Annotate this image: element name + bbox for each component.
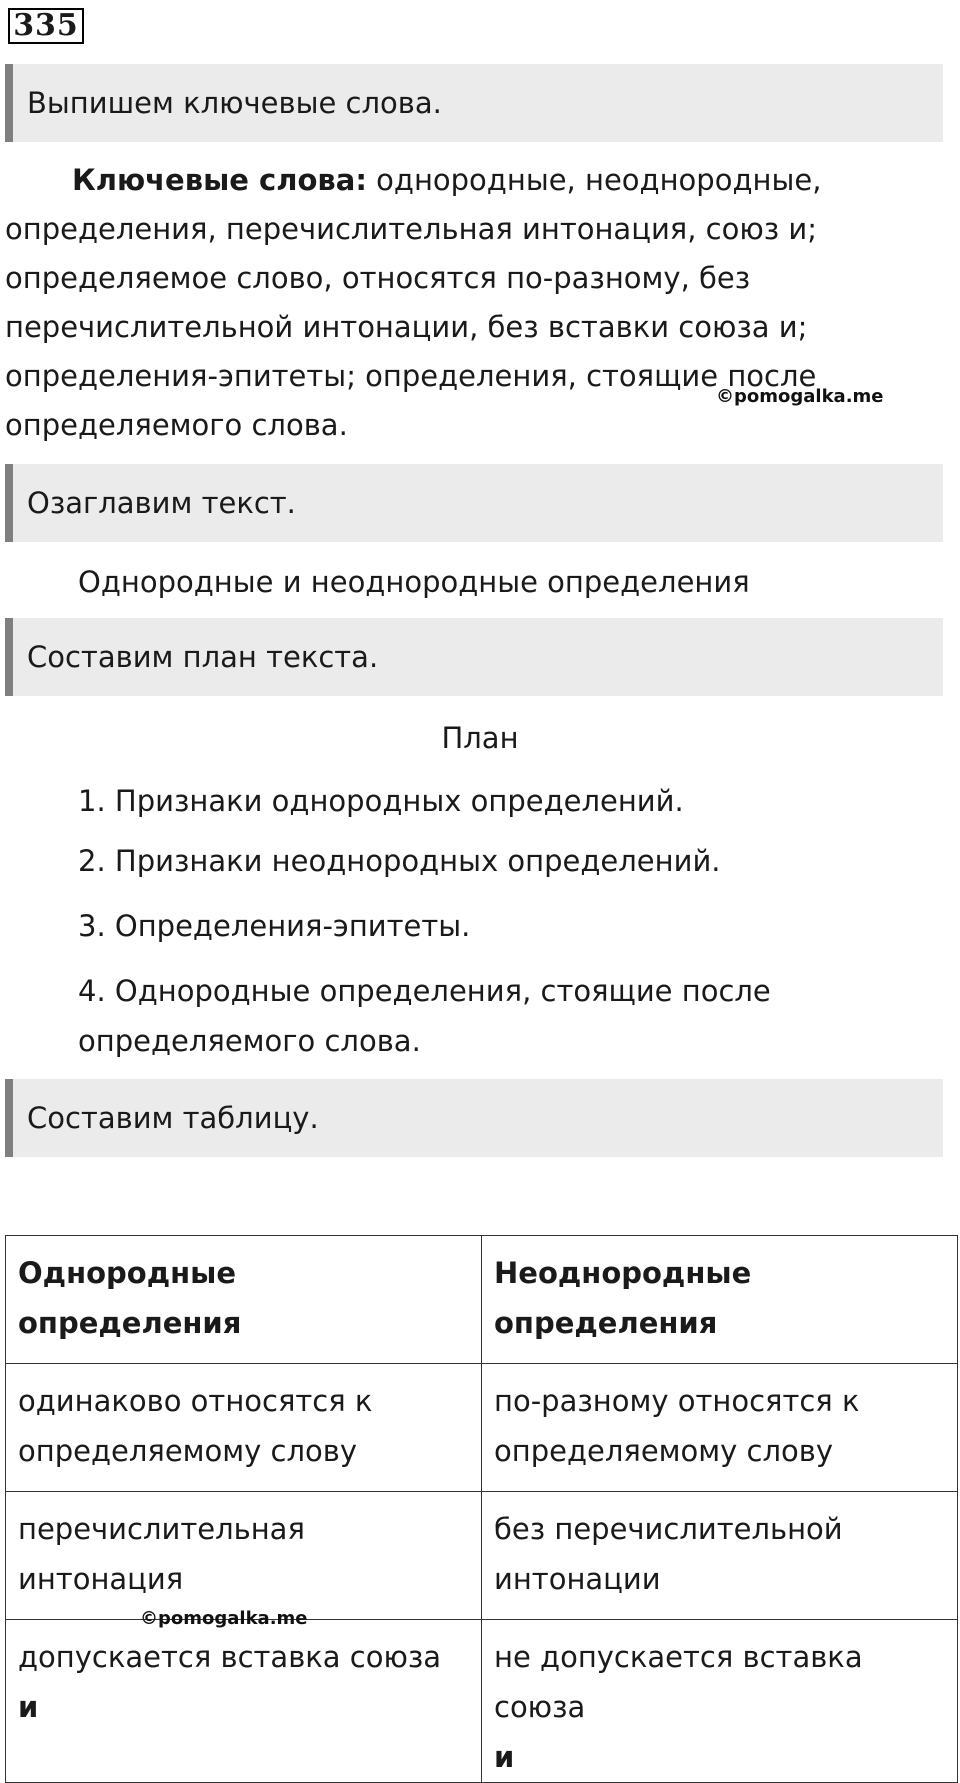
- section-heading-table: Составим таблицу.: [5, 1079, 943, 1157]
- table-header-row: [6, 1236, 958, 1364]
- table-cell: без перечислительной интонации: [482, 1492, 958, 1620]
- table-row: [6, 1364, 958, 1492]
- keywords-line-1: [5, 156, 885, 205]
- table-cell: [482, 1620, 958, 1783]
- table-row: [6, 1620, 958, 1783]
- table-cell: перечислительная интонация: [6, 1492, 482, 1620]
- table-header-heterogeneous: Неоднородные определения: [482, 1236, 958, 1364]
- table-cell: [6, 1620, 482, 1783]
- plan-item-2: 2. Признаки неоднородных определений.: [78, 844, 721, 878]
- plan-item-4-continued: определяемого слова.: [78, 1024, 421, 1058]
- watermark-table: ©pomogalka.me: [140, 1608, 308, 1629]
- cell-bold-conjunction: и: [18, 1690, 39, 1724]
- section-heading-keywords: Выпишем ключевые слова.: [5, 64, 943, 142]
- text-title: Однородные и неоднородные определения: [78, 565, 750, 599]
- section-heading-title: Озаглавим текст.: [5, 464, 943, 542]
- keywords-line-6: определяемого слова.: [5, 408, 348, 442]
- cell-bold-conjunction: и: [494, 1740, 515, 1774]
- keywords-line-2: определения, перечислительная интонация, союз и;: [5, 212, 818, 246]
- cell-text: не допускается вставка союза: [494, 1640, 863, 1724]
- keywords-line-3: определяемое слово, относятся по-разному, без: [5, 261, 751, 295]
- table-cell: по-разному относятся к определяемому слову: [482, 1364, 958, 1492]
- plan-item-4: 4. Однородные определения, стоящие после: [78, 974, 771, 1008]
- cell-text: допускается вставка союза: [18, 1640, 442, 1674]
- plan-item-1: 1. Признаки однородных определений.: [78, 784, 684, 818]
- task-number: 335: [8, 8, 84, 44]
- section-heading-plan: Составим план текста.: [5, 618, 943, 696]
- table-row: [6, 1492, 958, 1620]
- table-cell: одинаково относятся к определяемому слову: [6, 1364, 482, 1492]
- keywords-text-1: однородные, неоднородные,: [366, 163, 822, 197]
- keywords-label: Ключевые слова:: [72, 163, 367, 197]
- keywords-line-4: перечислительной интонации, без вставки союза и;: [5, 310, 808, 344]
- table-header-homogeneous: Однородные определения: [6, 1236, 482, 1364]
- plan-title: План: [441, 721, 519, 755]
- watermark: ©pomogalka.me: [716, 386, 884, 407]
- plan-item-3: 3. Определения-эпитеты.: [78, 909, 471, 943]
- keywords-line-5: определения-эпитеты; определения, стоящие после: [5, 359, 817, 393]
- comparison-table: [5, 1235, 958, 1783]
